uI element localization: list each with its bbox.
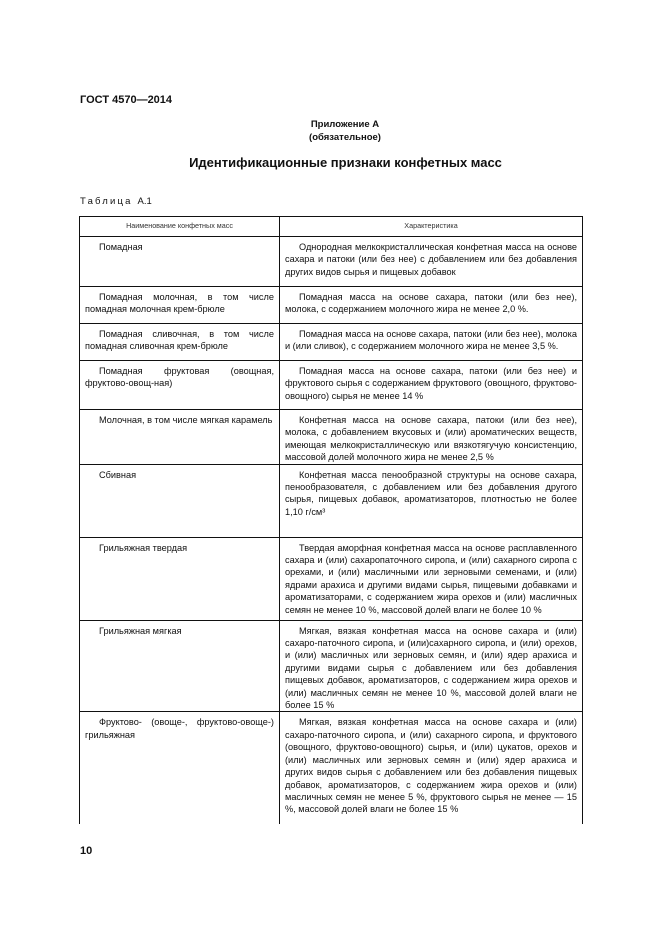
table-row	[80, 464, 583, 537]
cell-name	[80, 712, 280, 824]
cell-description	[280, 464, 583, 537]
table-row	[80, 620, 583, 712]
table-row	[80, 287, 583, 324]
cell-description	[280, 287, 583, 324]
column-header-characteristic: Характеристика	[280, 217, 583, 237]
candy-mass-table	[79, 216, 583, 824]
cell-description	[280, 324, 583, 361]
mass-description: Помадная масса на основе сахара, патоки (или без нее) и фруктового сырья с содержанием фруктового (овощного, фруктово-овощного) сырья не менее 14 %	[285, 366, 577, 401]
cell-name	[80, 287, 280, 324]
table-row	[80, 537, 583, 620]
cell-name	[80, 620, 280, 712]
table-label	[80, 196, 152, 207]
cell-description	[280, 237, 583, 287]
mass-description: Помадная масса на основе сахара, патоки (или без нее), молока, с содержанием молочного жира не менее 2,0 %.	[285, 292, 577, 315]
mass-description: Твердая аморфная конфетная масса на основе расплавленного сахара и (или) сахаропаточного сиропа, и (или) сахарного сиропа с орехами, и (или) масличными или зерновыми семенами, и (или) ядрами арахиса и другими видами сырья, пищевыми добавками и ароматизаторами, с содержанием жира орехов и (или) масличных семян не менее 10 %, массовой долей влаги не более 10 %	[285, 542, 577, 615]
mass-name: Сбивная	[99, 469, 137, 480]
mass-name: Грильяжная твердая	[99, 542, 188, 553]
mass-name: Грильяжная мягкая	[99, 625, 182, 636]
cell-name	[80, 410, 280, 465]
cell-name	[80, 464, 280, 537]
mass-name: Молочная, в том числе мягкая карамель	[99, 415, 273, 425]
table-number: А.1	[137, 196, 152, 207]
mass-description: Мягкая, вязкая конфетная масса на основе сахара и (или) сахаро-паточного сиропа, и (или)сахарного сиропа, и (или) орехов, и (или) масличных или зерновых семян, и (или) ядер арахиса и другими видами сырья с добавлением или без добавления пищевых добавок, ароматизаторов, с содержанием жира орехов и (или) масличных семян не менее 10 %, массовой долей влаги не более 15 %	[285, 625, 577, 711]
table-header-row	[80, 217, 583, 237]
table-row	[80, 361, 583, 410]
table-row	[80, 324, 583, 361]
cell-description	[280, 537, 583, 620]
cell-name	[80, 537, 280, 620]
mass-name: Помадная фруктовая (овощная, фруктово-овощ-ная)	[85, 366, 274, 389]
mass-name: Помадная молочная, в том числе помадная молочная крем-брюле	[85, 292, 274, 315]
cell-description	[280, 712, 583, 824]
cell-name	[80, 237, 280, 287]
document-code: ГОСТ 4570—2014	[80, 94, 173, 106]
cell-description	[280, 410, 583, 465]
appendix-heading	[0, 118, 661, 144]
table-row	[80, 237, 583, 287]
mass-description: Помадная масса на основе сахара, патоки (или без нее), молока и (или сливок), с содержанием молочного жира не менее 3,5 %.	[285, 329, 577, 352]
mass-description: Мягкая, вязкая конфетная масса на основе сахара и (или) сахаро-паточного сиропа, и (или) сахарного сиропа, и фруктового (овощного, фруктово-овощного) сырья, и (или) цукатов, орехов и (или) масличных или зерновых семян и (или) ядер арахиса и других видов сырья с добавлением или без добавления пищевых добавок, ароматизаторов, с содержанием жира орехов и (или) масличных семян не менее 5 %, фруктового сырья не менее — 15 %, массовой долей влаги не более 15 %	[285, 717, 577, 815]
page-number: 10	[80, 845, 93, 857]
cell-name	[80, 361, 280, 410]
table-row	[80, 410, 583, 465]
cell-description	[280, 620, 583, 712]
mass-description: Однородная мелкокристаллическая конфетная масса на основе сахара и патоки (или без нее) с добавлением или без добавления других видов сырья и пищевых добавок	[285, 242, 577, 277]
table-label-word: Таблица	[80, 196, 133, 207]
mass-description: Конфетная масса пенообразной структуры на основе сахара, пенообразователя, с добавлением или без добавления другого сырья, пищевых добавок, ароматизаторов, плотностью не более 1,10 г/см³	[285, 469, 577, 517]
appendix-status: (обязательное)	[309, 132, 381, 143]
appendix-title: Приложение А	[310, 119, 380, 130]
cell-description	[280, 361, 583, 410]
table-row	[80, 712, 583, 824]
cell-name	[80, 324, 280, 361]
mass-name: Помадная сливочная, в том числе помадная сливочная крем-брюле	[85, 329, 274, 352]
section-title: Идентификационные признаки конфетных масс	[189, 155, 502, 170]
mass-description: Конфетная масса на основе сахара, патоки (или без нее), молока, с добавлением вкусовых и (или) ароматических веществ, имеющая мелкокристаллическую или вязкотягучую консистенцию, массовой долей молочного жира не менее 2,5 %	[285, 415, 577, 463]
mass-name: Помадная	[99, 242, 143, 252]
column-header-name: Наименование конфетных масс	[80, 217, 280, 237]
mass-name: Фруктово- (овоще-, фруктово-овоще-) грильяжная	[85, 717, 274, 740]
